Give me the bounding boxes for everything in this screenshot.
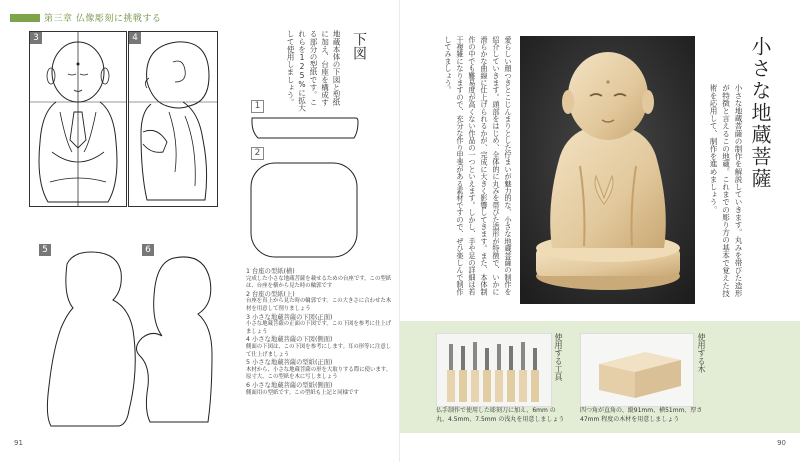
page-number-left: 91 [14,439,23,447]
figure-3-front-drawing [29,31,127,207]
jizo-side-line-drawing [129,32,217,206]
base-side-template [248,114,360,144]
chapter-title: 第三章 仏像彫刻に挑戦する [44,14,162,24]
page-number-right: 90 [777,439,786,447]
jizo-side-outline [134,244,224,428]
caption-body: 側面用の型紙です。この型紙も上記と同様です [246,389,359,396]
article-body: 愛らしい顔つきとこじんまりとした佇まいが魅力的な、小さな地蔵菩薩の制作を紹介していきます。頭部をはじめ、全体的に丸みを帯びた造形が特徴で、いかに滑らかな曲線に仕上げられるかが、完成に大きく影響してきます。また、本体制作の中でも難易度が高くない作品の一つといえます。しかし、手や足の詳細は若干複雑になりますので、充分な作り甲斐がある素材ですので、ぜひ楽しんで制作してみましょう。 [444,36,513,296]
caption-body: 側面の下図は、この下図を参考にします。耳の形等に注意して仕上げましょう [246,343,392,358]
box-number: 1 [251,100,264,113]
figure-number: 6 [142,244,154,256]
materials-panel [400,321,800,433]
figure-4-side-drawing [128,31,218,207]
caption-item [246,336,392,359]
figure-number: 5 [39,244,51,256]
wood-block-photo [580,333,694,407]
article-title: 小さな地蔵菩薩 [748,36,772,190]
jizo-front-outline [37,244,137,428]
tools-caption: 仏手制作で使用した彫刻刀に加え、6mm の丸、4.5mm、7.5mm の浅丸を用意しましょう [436,407,565,423]
caption-title: 3 小さな地蔵菩薩の下図(正面) [246,313,333,321]
caption-list [246,268,392,397]
caption-body: 小さな地蔵菩薩の正面の下図です。この下図を参考に仕上げましょう [246,321,392,335]
chisel-set-image [437,334,551,406]
caption-body: 木材から、小さな地蔵菩薩の形を大取りする際に使います。原寸大、この型紙を木に写しましょう [246,366,392,381]
chisel-set-photo [436,333,552,407]
caption-item [246,291,392,314]
figure-number: 3 [30,32,42,44]
statue-photo [520,36,695,304]
caption-title: 4 小さな地蔵菩薩の下図(側面) [246,336,333,344]
caption-title: 6 小さな地蔵菩薩の型紙(側面) [246,381,333,389]
jizo-statue-image [520,36,695,304]
caption-item [246,359,392,382]
caption-title: 1 台座の型紙(横) [246,268,295,275]
figure-5-front-template [37,244,137,428]
wood-caption: 四つ角が直角の、縦91mm、横51mm、厚さ47mm 程度の木材を用意しましょう [580,407,703,423]
drawings-heading: 下図 [351,32,367,60]
caption-item [246,382,392,397]
drawings-intro: 地蔵本体の下図と型紙に加え、台座を構成する部分の型紙です。これらを125%に拡大して使用しましょう。 [286,30,341,112]
caption-title: 5 小さな地蔵菩薩の型紙(正面) [246,359,333,367]
base-top-template [248,160,360,260]
figure-number: 4 [129,32,141,44]
box-number: 2 [251,147,264,160]
chapter-accent-bar [10,14,40,22]
tools-label: 使用する工具 [554,333,563,381]
caption-body: 完成した小さな地蔵菩薩を載せるための台座です。この型紙は、台座を横から見た時の輪郭です [246,275,392,290]
caption-item [246,268,392,291]
caption-body: 台座を真上から見た時の輪郭です。この大きさに合わせた木材を用意して削りましょう [246,298,392,312]
figure-6-side-template [134,244,224,428]
wood-label: 使用する木 [697,333,706,373]
wood-block-image [581,334,693,406]
caption-item [246,314,392,337]
article-lead: 小さな地蔵菩薩の制作を解説していきます。丸みを帯びた造形が特徴と言えるこの地蔵。これまでの彫り方の基本で覚えた技術を応用して、制作を進めましょう。 [709,84,743,297]
caption-title: 2 台座の型紙(上) [246,290,295,298]
jizo-front-line-drawing [30,32,126,206]
